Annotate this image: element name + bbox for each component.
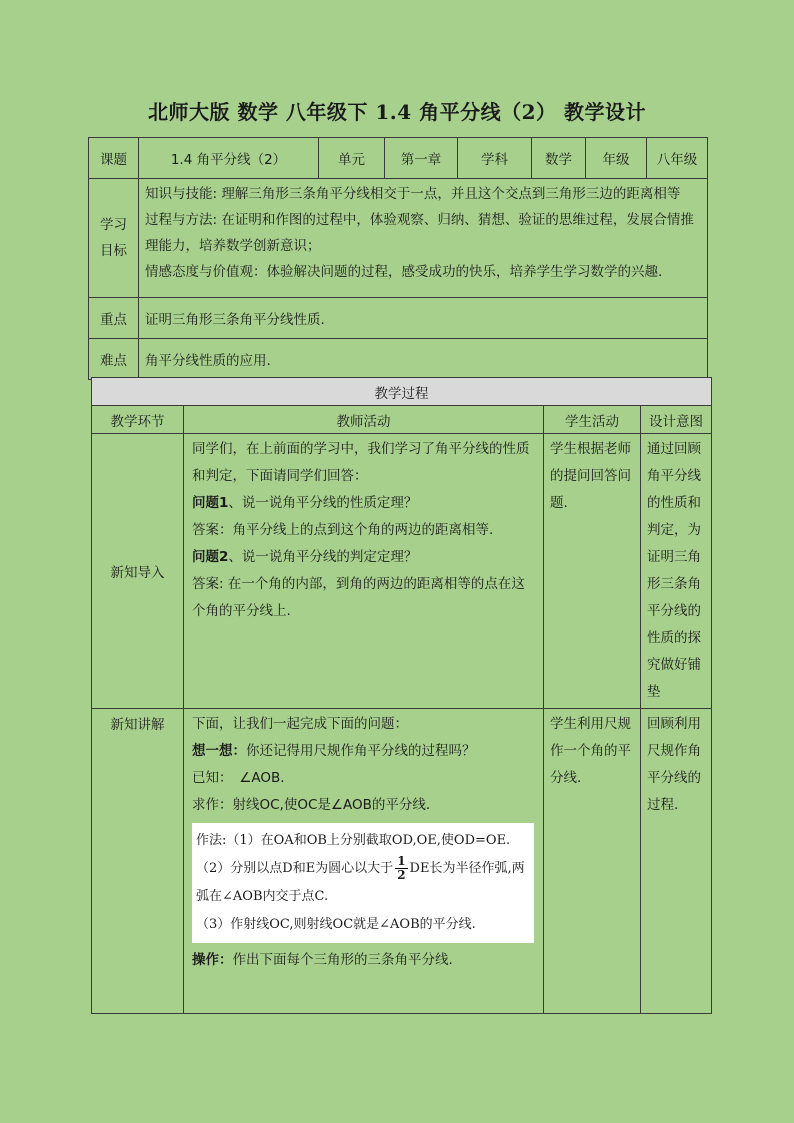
subject-label: 学科 (458, 138, 532, 179)
question-1-label: 问题1 (192, 495, 229, 511)
goal-knowledge: 知识与技能: 理解三角形三条角平分线相交于一点，并且这个交点到三角形三边的距离相等 (145, 186, 681, 202)
col-design-header: 设计意图 (641, 406, 712, 434)
stage-explain: 新知讲解 (92, 709, 184, 1014)
lesson-label: 课题 (89, 138, 139, 179)
key-point-label: 重点 (89, 298, 139, 339)
col-teacher-header: 教师活动 (184, 406, 544, 434)
operation-label: 操作： (192, 952, 233, 968)
question-2-label: 问题2 (192, 549, 229, 565)
student-activity-explain: 学生利用尺规作一个角的平分线. (544, 709, 641, 1014)
goals-label-line1: 学习 (100, 217, 127, 233)
fraction-half: $\frac{1}{2}$ (397, 854, 406, 882)
lesson-info-table (88, 137, 708, 380)
unit-value: 第一章 (385, 138, 458, 179)
stage-intro: 新知导入 (92, 434, 184, 709)
col-student-header: 学生活动 (544, 406, 641, 434)
design-intent-explain: 回顾利用尺规作角平分线的过程. (641, 709, 712, 1014)
teacher-activity-intro (184, 434, 544, 709)
design-intent-intro: 通过回顾角平分线的性质和判定，为证明三角形三条角平分线的性质的探究做好铺垫 (641, 434, 712, 709)
table-row (92, 709, 712, 1014)
grade-value: 八年级 (647, 138, 708, 179)
page-title: 北师大版 数学 八年级下 1.4 角平分线（2） 教学设计 (147, 100, 647, 124)
think-label: 想一想： (192, 743, 246, 759)
table-row (92, 434, 712, 709)
grade-label: 年级 (586, 138, 647, 179)
learning-goals (139, 179, 708, 298)
find-line: 求作：射线OC,使OC是∠AOB的平分线. (192, 797, 431, 813)
method-step-2: （2）分别以点D和E为圆心以大于 $\frac{1}{2}$ DE长为半径作弧,两弧在∠AOB内交于点C. (196, 854, 525, 904)
think-text: 你还记得用尺规作角平分线的过程吗？ (246, 743, 476, 759)
goals-label (89, 179, 139, 298)
answer-1: 答案：角平分线上的点到这个角的两边的距离相等. (192, 522, 494, 538)
known-line: 已知： ∠AOB. (192, 770, 285, 786)
process-header: 教学过程 (92, 378, 712, 406)
explain-intro: 下面，让我们一起完成下面的问题： (192, 716, 408, 732)
intro-text: 同学们，在上前面的学习中，我们学习了角平分线的性质和判定，下面请同学们回答： (192, 441, 530, 484)
unit-label: 单元 (319, 138, 385, 179)
method-step-3: （3）作射线OC,则射线OC就是∠AOB的平分线. (196, 917, 476, 932)
construction-method-box (192, 823, 534, 943)
key-point-value: 证明三角形三条角平分线性质. (139, 298, 708, 339)
lesson-value: 1.4 角平分线（2） (139, 138, 319, 179)
method-step-1: 作法:（1）在OA和OB上分别截取OD,OE,使OD=OE. (196, 833, 511, 848)
difficulty-value: 角平分线性质的应用. (139, 339, 708, 380)
student-activity-intro: 学生根据老师的提问回答问题. (544, 434, 641, 709)
answer-2: 答案: 在一个角的内部，到角的两边的距离相等的点在这个角的平分线上. (192, 576, 525, 619)
question-1-text: 、说一说角平分线的性质定理？ (228, 495, 418, 511)
difficulty-label: 难点 (89, 339, 139, 380)
goal-process: 过程与方法: 在证明和作图的过程中，体验观察、归纳、猜想、验证的思维过程，发展合情推理能力，培养数学创新意识； (145, 212, 694, 254)
operation-text: 作出下面每个三角形的三条角平分线. (232, 952, 453, 968)
subject-value: 数学 (532, 138, 586, 179)
col-stage-header: 教学环节 (92, 406, 184, 434)
teacher-activity-explain (184, 709, 544, 1014)
teaching-process-table (91, 377, 712, 1014)
goals-label-line2: 目标 (100, 243, 127, 259)
question-2-text: 、说一说角平分线的判定定理？ (228, 549, 418, 565)
goal-attitude: 情感态度与价值观：体验解决问题的过程，感受成功的快乐，培养学生学习数学的兴趣. (145, 264, 663, 280)
